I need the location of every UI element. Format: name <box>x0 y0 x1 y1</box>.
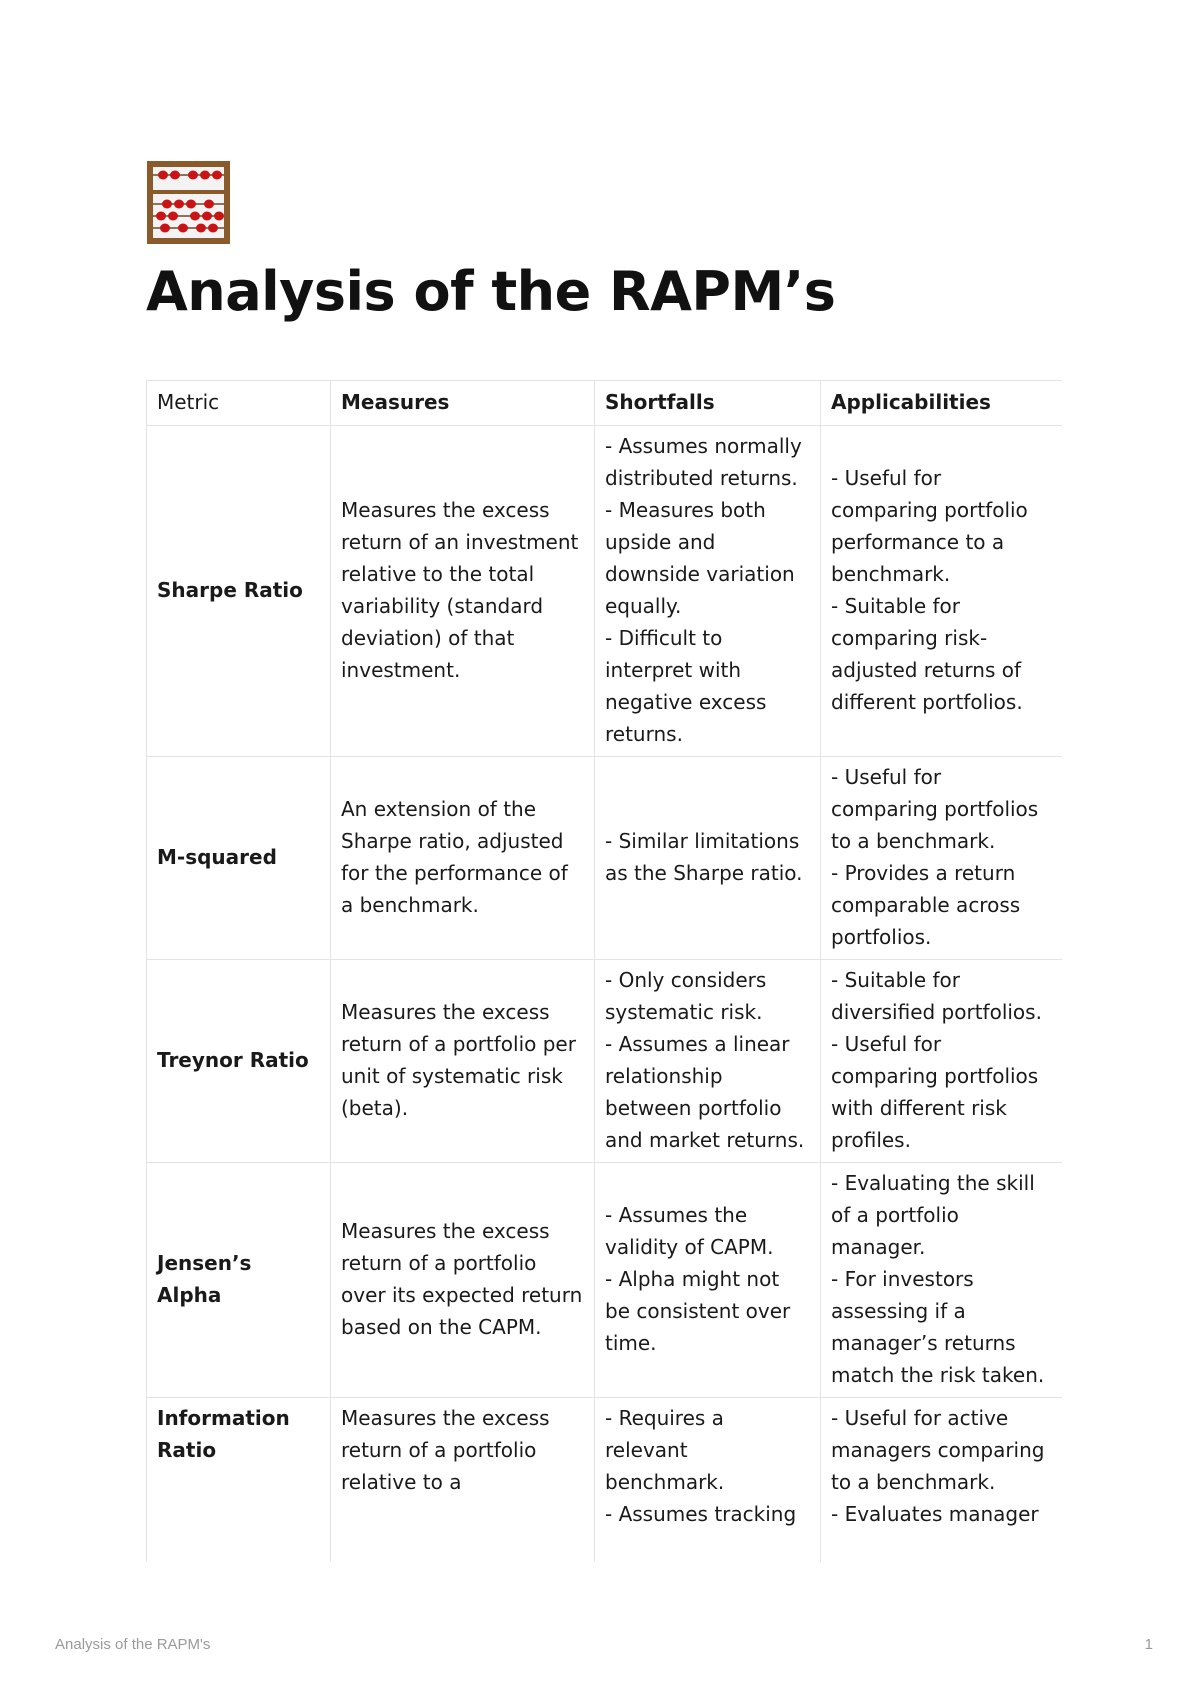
metric-cell: M-squared <box>147 757 331 960</box>
measures-cell: Measures the excess return of a portfolio relative to a <box>331 1398 595 1563</box>
rapm-table-container <box>146 380 1062 1562</box>
table-header-row <box>147 381 1063 426</box>
applicabilities-cell: - Useful for comparing portfolios to a benchmark. - Provides a return comparable across portfolios. <box>821 757 1063 960</box>
footer-document-title: Analysis of the RAPM's <box>55 1636 211 1653</box>
abacus-icon <box>146 160 231 245</box>
header-measures: Measures <box>331 381 595 426</box>
shortfalls-cell: - Assumes the validity of CAPM. - Alpha might not be consistent over time. <box>595 1163 821 1398</box>
table-row <box>147 757 1063 960</box>
table-row <box>147 1163 1063 1398</box>
header-shortfalls: Shortfalls <box>595 381 821 426</box>
shortfalls-cell: - Assumes normally distributed returns. - Measures both upside and downside variation equally. - Difficult to interpret with negative excess returns. <box>595 426 821 757</box>
metric-cell: Information Ratio <box>147 1398 331 1563</box>
measures-cell: An extension of the Sharpe ratio, adjusted for the performance of a benchmark. <box>331 757 595 960</box>
applicabilities-cell: - Suitable for diversified portfolios. - Useful for comparing portfolios with different risk profiles. <box>821 960 1063 1163</box>
measures-cell: Measures the excess return of a portfolio per unit of systematic risk (beta). <box>331 960 595 1163</box>
applicabilities-cell: - Evaluating the skill of a portfolio manager. - For investors assessing if a manager’s returns match the risk taken. <box>821 1163 1063 1398</box>
applicabilities-cell: - Useful for active managers comparing to a benchmark. - Evaluates manager <box>821 1398 1063 1563</box>
shortfalls-cell: - Requires a relevant benchmark. - Assumes tracking <box>595 1398 821 1563</box>
page-title: Analysis of the RAPM’s <box>146 260 836 323</box>
table-row <box>147 960 1063 1163</box>
measures-cell: Measures the excess return of an investment relative to the total variability (standard deviation) of that investment. <box>331 426 595 757</box>
table-row <box>147 1398 1063 1563</box>
header-metric: Metric <box>147 381 331 426</box>
header-applicabilities: Applicabilities <box>821 381 1063 426</box>
shortfalls-cell: - Only considers systematic risk. - Assumes a linear relationship between portfolio and market returns. <box>595 960 821 1163</box>
metric-cell: Sharpe Ratio <box>147 426 331 757</box>
metric-cell: Treynor Ratio <box>147 960 331 1163</box>
shortfalls-cell: - Similar limitations as the Sharpe ratio. <box>595 757 821 960</box>
applicabilities-cell: - Useful for comparing portfolio performance to a benchmark. - Suitable for comparing risk-adjusted returns of different portfolios. <box>821 426 1063 757</box>
page-number: 1 <box>1144 1636 1153 1653</box>
measures-cell: Measures the excess return of a portfolio over its expected return based on the CAPM. <box>331 1163 595 1398</box>
table-row <box>147 426 1063 757</box>
metric-cell: Jensen’s Alpha <box>147 1163 331 1398</box>
rapm-table <box>146 380 1062 1562</box>
